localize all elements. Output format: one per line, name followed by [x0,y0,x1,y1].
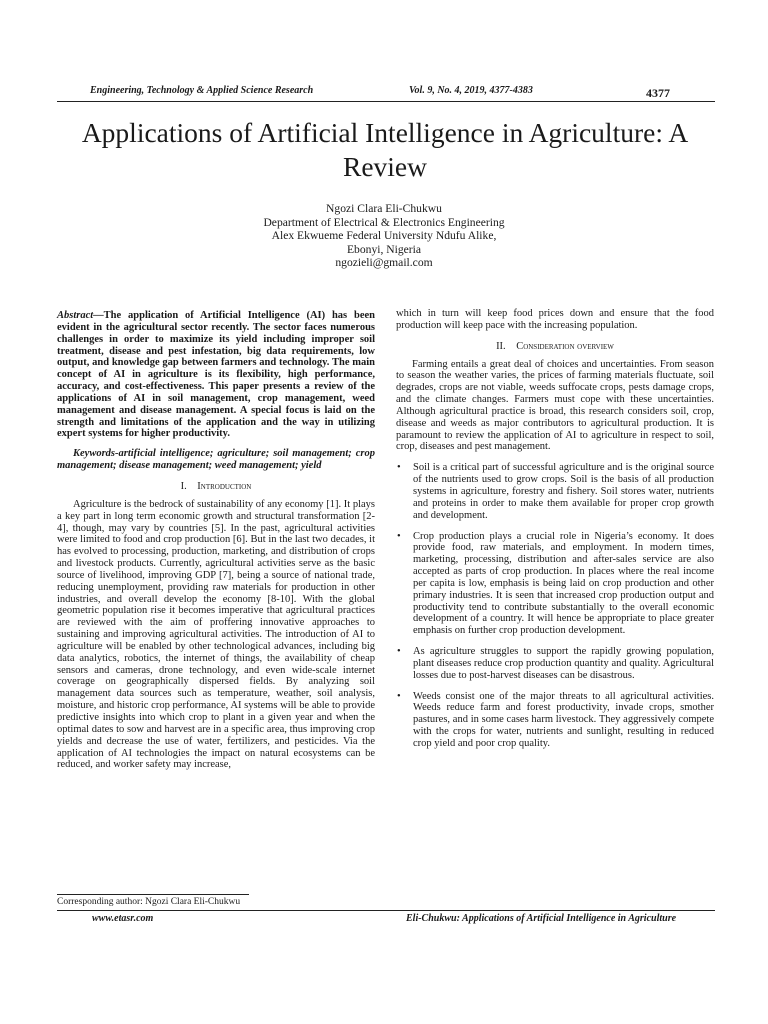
section-heading-consideration: II. Consideration overview [496,340,614,352]
author-university: Alex Ekwueme Federal University Ndufu Alike, [271,229,497,243]
author-email: ngozieli@gmail.com [335,256,433,270]
paper-title: Applications of Artificial Intelligence in Agriculture: A Review [81,117,689,182]
bullet-soil: • Soil is a critical part of successful agriculture and is the original source of the nutrients used to grow crops. Soil is the basis of all production systems in agriculture, forestry and fishery. Soil stores water, nutrients and proteins in order to make them available for proper crop growth and development. [397,462,714,521]
abstract-dash: — [93,310,104,321]
bullet-disease: • As agriculture struggles to support the rapidly growing population, plant diseases reduce crop production quantity and quality. Agricultural losses due to post-harvest diseases can be disastrous. [397,646,714,681]
header-rule [57,101,715,102]
abstract-text: The application of Artificial Intelligence (AI) has been evident in the agricultural sector recently. The sector faces numerous challenges in order to maximize its yield including improper soil treatment, disease and pest infestation, big data requirements, low output, and knowledge gap between farmers and technology. The main concept of AI in agriculture is its flexibility, high performance, accuracy, and cost-effectiveness. This paper presents a review of the applications of AI in soil management, crop management, weed management and disease management. A special focus is laid on the strength and limitations of the application and the way in utilizing expert systems for higher productivity. [57,310,375,440]
introduction-text: Agriculture is the bedrock of sustainability of any economy [1]. It plays a key part in long term economic growth and structural transformation [2-4], though, may vary by countries [5]. In the past, agricultural activities were limited to food and crop production [6]. But in the last two decades, it has evolved to processing, production, marketing, and distribution of crops and livestock products. Currently, agricultural activities serve as the basic source of livelihood, improving GDP [7], being a source of national trade, reducing unemployment, providing raw materials for production in other industries, and overall develop the economy [8-10]. With the global geometric population rise it becomes imperative that agricultural practices are reviewed with the aim of proffering innovative approaches to sustaining and improving agricultural activities. The introduction of AI to agriculture will be enabled by other technological advances, including big data analytics, robotics, the internet of things, the availability of cheap sensors and cameras, drone technology, and even wide-scale internet coverage on geographically dispersed fields. By analyzing soil management data sources such as temperature, weather, soil analysis, moisture, and historic crop performance, AI systems will be able to provide predictive insights into which crop to plant in a given year and when the optimal dates to sow and harvest are in a specific area, thus improving crop yields and decrease the use of water, fertilizers, and pesticides. Via the application of AI technologies the impact on natural ecosystems can be reduced, and worker safety may increase, [57,498,375,771]
volume-info: Vol. 9, No. 4, 2019, 4377-4383 [409,85,533,96]
bullet-marker: • [397,646,401,658]
abstract-label: Abstract [57,310,94,321]
running-title: Eli-Chukwu: Applications of Artificial Intelligence in Agriculture [406,913,677,924]
journal-name: Engineering, Technology & Applied Science Research [90,85,314,96]
author-name: Ngozi Clara Eli-Chukwu [326,202,442,215]
introduction-continuation: which in turn will keep food prices down and ensure that the food production will keep pace with the increasing population. [396,308,714,331]
left-column [57,310,375,771]
bullet-weeds: • Weeds consist one of the major threats to all agricultural activities. Weeds reduce farm and forest productivity, invade crops, smother pastures, and in some cases harm livestock. They aggressively compete with the crops for water, nutrients and sunlight, resulting in reduced crop yield and poor crop quality. [397,690,714,749]
author-department: Department of Electrical & Electronics Engineering [263,215,505,229]
bullet-crop: • Crop production plays a crucial role in Nigeria’s economy. It does provide food, raw materials, and employment. In modern times, marketing, processing, distribution and after-sales service are also accepted as parts of crop production. In places where the real income per capita is low, emphasis is being laid on crop production and other primary industries. It is seen that increased crop production output and productivity tend to contribute substantially to the overall economic development of a country. It will hence be appropriate to place greater emphasis on further crop production development. [397,530,714,637]
right-column [396,308,714,759]
consideration-bullet-list [396,462,714,750]
abstract [57,310,375,440]
journal-url: www.etasr.com [92,913,154,924]
author-location: Ebonyi, Nigeria [346,242,422,256]
author-block [150,202,618,270]
footnote-rule [57,894,249,895]
keywords: Keywords-artificial intelligence; agriculture; soil management; crop management; disease management; weed management; yield [57,448,375,472]
footer-rule [57,910,715,911]
bullet-marker: • [397,462,401,474]
corresponding-author: Corresponding author: Ngozi Clara Eli-Chukwu [57,897,241,907]
bullet-marker: • [397,690,401,702]
consideration-text: Farming entails a great deal of choices and uncertainties. From season to season the weather varies, the prices of farming materials fluctuate, soil degrades, crops are not viable, weeds suffocate crops, pests damage crops, and the climate changes. Farmers must cope with these uncertainties. Although agricultural practice is broad, this research considers soil, crop, disease and weeds as major contributors to agricultural production. It is paramount to review the application of AI to agriculture in respect to soil, crop, diseases and pest management. [396,358,714,453]
bullet-marker: • [397,530,401,542]
page-number: 4377 [646,86,670,100]
section-heading-introduction: I. Introduction [180,480,252,492]
